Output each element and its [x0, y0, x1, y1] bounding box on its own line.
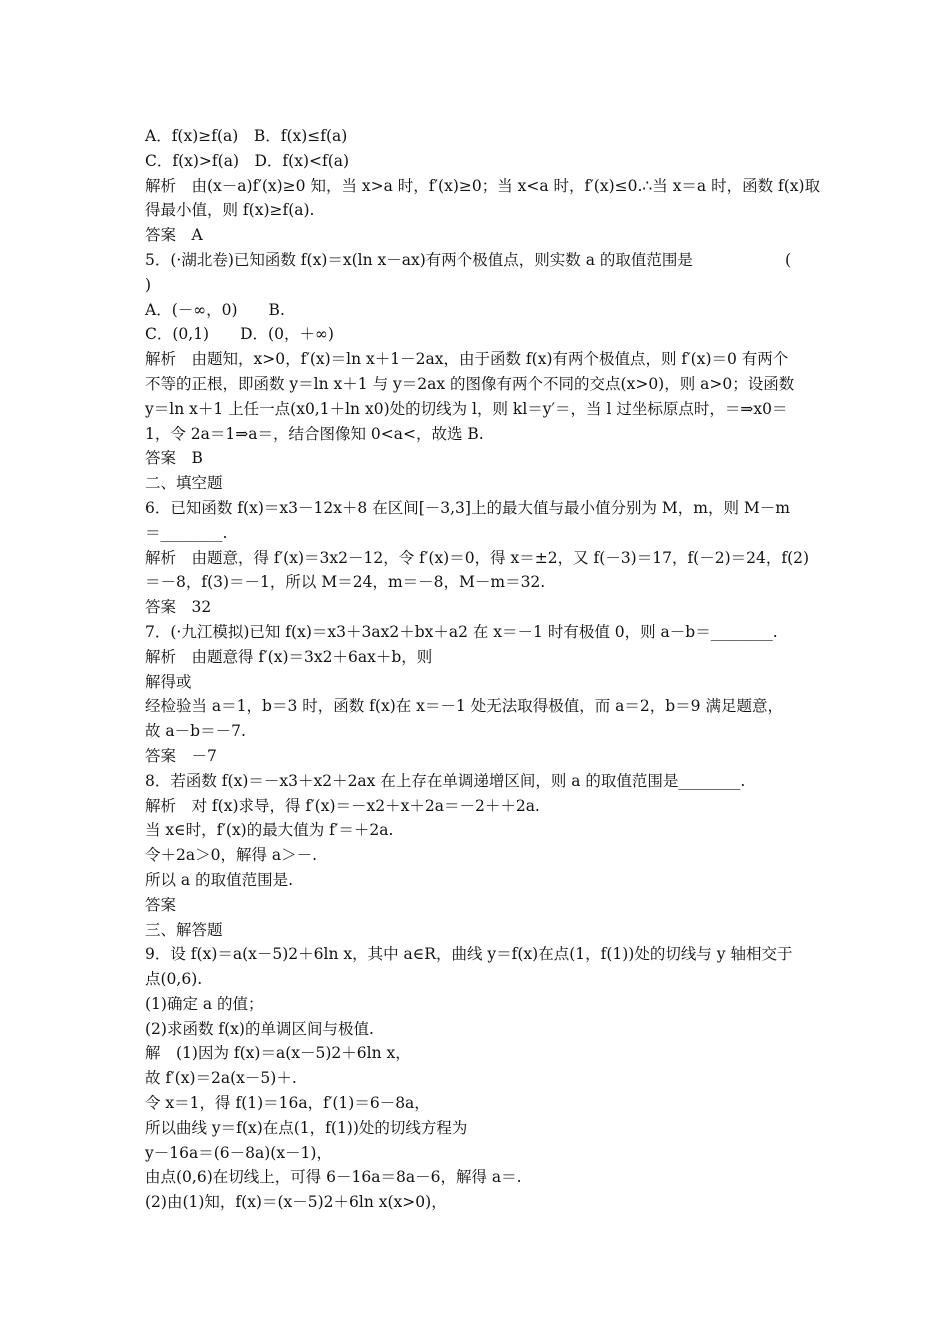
text-line: 7．(·九江模拟)已知 f(x)＝x3＋3ax2＋bx＋a2 在 x＝－1 时有极值 0，则 a－b＝________.	[145, 622, 778, 641]
text-line: 解析 由题知，x>0，f′(x)＝ln x＋1－2ax，由于函数 f(x)有两个极值点，则 f′(x)＝0 有两个	[145, 350, 789, 369]
text-line: (1)确定 a 的值；	[145, 994, 264, 1013]
text-line: 解析 由题意得 f′(x)＝3x2＋6ax＋b，则	[145, 647, 433, 666]
text-line: 6．已知函数 f(x)＝x3－12x＋8 在区间[－3,3]上的最大值与最小值分别为 M，m，则 M－m	[145, 498, 790, 517]
text-line: ＝________.	[145, 523, 228, 542]
text-line: 所以曲线 y＝f(x)在点(1，f(1))处的切线方程为	[145, 1118, 468, 1137]
text-line: C．f(x)>f(a) D．f(x)<f(a)	[145, 151, 350, 170]
text-line: C．(0,1) D．(0，＋∞)	[145, 325, 334, 344]
text-line: 解 (1)因为 f(x)＝a(x－5)2＋6ln x，	[145, 1044, 411, 1063]
text-line: 点(0,6).	[145, 970, 203, 989]
text-line: 不等的正根，即函数 y＝ln x＋1 与 y＝2ax 的图像有两个不同的交点(x>0)，则 a>0；设函数	[145, 374, 795, 393]
text-line: 解析 由(x－a)f′(x)≥0 知，当 x>a 时，f′(x)≥0；当 x<a 时，f′(x)≤0.∴当 x＝a 时，函数 f(x)取	[145, 176, 821, 195]
text-line: A．f(x)≥f(a) B．f(x)≤f(a)	[145, 127, 348, 145]
text-line: 解析 对 f(x)求导，得 f′(x)＝－x2＋x＋2a＝－2＋＋2a.	[145, 796, 540, 815]
text-line: 答案 A	[145, 226, 203, 245]
section-heading: 三、解答题	[145, 920, 223, 939]
text-line: 解得或	[145, 672, 192, 691]
text-line: ＝－8，f(3)＝－1，所以 M＝24，m＝－8，M－m＝32.	[145, 573, 546, 592]
text-line: 故 f′(x)＝2a(x－5)＋.	[145, 1069, 297, 1088]
text-line: y＝ln x＋1 上任一点(x0,1＋ln x0)处的切线为 l，则 kl＝y′＝，当 l 过坐标原点时，＝⇒x0＝	[145, 399, 788, 418]
text-line: 令＋2a＞0，解得 a＞－.	[145, 846, 318, 865]
answer-paren-open: (	[784, 250, 791, 269]
text-line: y－16a＝(6－8a)(x－1)，	[145, 1143, 332, 1162]
text-line: 答案	[145, 895, 177, 914]
text-line: 得最小值，则 f(x)≥f(a).	[145, 201, 315, 220]
section-heading: 二、填空题	[145, 474, 223, 493]
document-page	[145, 124, 821, 1215]
text-line: 答案 －7	[145, 746, 217, 765]
text-line: 故 a－b＝－7.	[145, 722, 246, 741]
text-line: 经检验当 a＝1，b＝3 时，函数 f(x)在 x＝－1 处无法取得极值，而 a＝2，b＝9 满足题意，	[145, 697, 783, 716]
question-5-text: 5．(·湖北卷)已知函数 f(x)＝x(ln x－ax)有两个极值点，则实数 a 的取值范围是	[145, 250, 693, 269]
text-line: 8．若函数 f(x)＝－x3＋x2＋2ax 在上存在单调递增区间，则 a 的取值范围是________.	[145, 771, 746, 790]
text-line: 9．设 f(x)＝a(x－5)2＋6ln x，其中 a∈R，曲线 y＝f(x)在点(1，f(1))处的切线与 y 轴相交于	[145, 945, 793, 964]
text-line: A．(－∞，0) B.	[145, 300, 285, 319]
text-line: 答案 B	[145, 449, 203, 468]
text-line: 解析 由题意，得 f′(x)＝3x2－12，令 f′(x)＝0，得 x＝±2，又 f(－3)＝17，f(－2)＝24，f(2)	[145, 548, 810, 567]
text-line: 答案 32	[145, 598, 212, 617]
text-line: 由点(0,6)在切线上，可得 6－16a＝8a－6，解得 a＝.	[145, 1168, 522, 1187]
text-line: (2)求函数 f(x)的单调区间与极值.	[145, 1019, 374, 1038]
text-line: 1，令 2a＝1⇒a＝，结合图像知 0<a<，故选 B.	[145, 424, 484, 443]
answer-paren-close: )	[145, 275, 152, 294]
text-line: 令 x＝1，得 f(1)＝16a，f′(1)＝6－8a，	[145, 1094, 430, 1113]
text-line: 所以 a 的取值范围是.	[145, 870, 294, 889]
text-line: (2)由(1)知，f(x)＝(x－5)2＋6ln x(x>0)，	[145, 1193, 447, 1212]
question-5-line	[145, 248, 807, 273]
text-line: 当 x∈时，f′(x)的最大值为 f′＝＋2a.	[145, 821, 394, 840]
